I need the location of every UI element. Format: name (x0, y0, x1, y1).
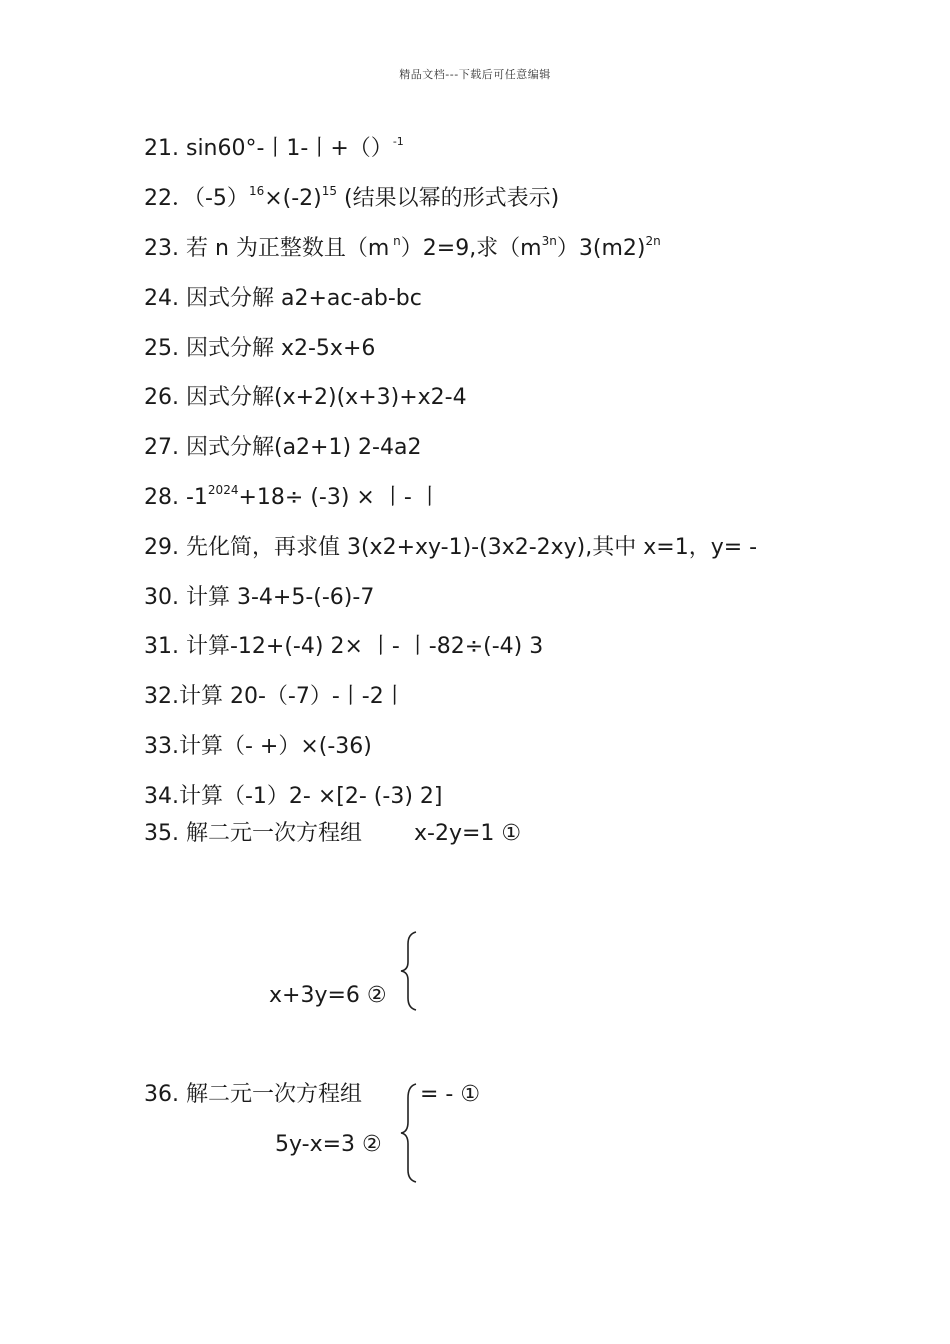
problem-24: 24. 因式分解 a2+ac-ab-bc (144, 286, 422, 311)
problem-27: 27. 因式分解(a2+1) 2-4a2 (144, 435, 422, 460)
problem-23-exponent-1: n (389, 234, 401, 248)
problem-28-exponent: 2024 (207, 483, 239, 497)
problem-32: 32.计算 20-（-7）-丨-2丨 (144, 684, 406, 709)
problem-33: 33.计算（- +）×(-36) (144, 734, 372, 759)
problem-35-equation-1: x-2y=1 ① (414, 821, 522, 846)
problem-21 (144, 134, 404, 164)
problem-23-text-c: ）3(m2) (556, 236, 646, 261)
problem-21-text: 21. sin60°-丨1-丨+（） (144, 136, 393, 161)
problem-22-text-b: ×(-2) (264, 186, 322, 211)
problem-22-exponent-1: 16 (248, 184, 265, 198)
problem-35-brace-icon (398, 930, 422, 1012)
problem-23-text-b: ）2=9,求（m (400, 236, 542, 261)
problem-22-text-c: (结果以幂的形式表示) (337, 186, 560, 211)
problem-23-exponent-3: 2n (645, 234, 661, 248)
problem-35-equation-2: x+3y=6 ② (269, 983, 387, 1008)
problem-29: 29. 先化简，再求值 3(x2+xy-1)-(3x2-2xy),其中 x=1，y= - (144, 535, 758, 560)
problem-28-text-b: +18÷ (-3) × 丨- 丨 (238, 485, 441, 510)
problem-28 (144, 483, 441, 513)
problem-25: 25. 因式分解 x2-5x+6 (144, 336, 376, 361)
problem-22-exponent-2: 15 (321, 184, 338, 198)
problem-23-text-a: 23. 若 n 为正整数且（m (144, 236, 390, 261)
page-header: 精品文档---下载后可任意编辑 (399, 68, 551, 81)
problem-34: 34.计算（-1）2- ×[2- (-3) 2] (144, 784, 443, 809)
problem-26: 26. 因式分解(x+2)(x+3)+x2-4 (144, 385, 467, 410)
problem-35-title: 35. 解二元一次方程组 (144, 821, 362, 846)
problem-36-equation-1: = - ① (420, 1082, 481, 1107)
problem-22-text-a: 22．（-5） (144, 186, 249, 211)
problem-31: 31. 计算-12+(-4) 2× 丨- 丨-82÷(-4) 3 (144, 634, 544, 659)
problem-36-title: 36. 解二元一次方程组 (144, 1082, 362, 1107)
problem-22 (144, 184, 559, 214)
problem-36-brace-icon (398, 1080, 422, 1186)
problem-36-equation-2: 5y-x=3 ② (275, 1132, 382, 1157)
problem-21-exponent: -1 (392, 135, 404, 148)
problem-23-exponent-2: 3n (541, 234, 557, 248)
problem-28-text-a: 28. -1 (144, 485, 208, 510)
problem-23 (144, 234, 661, 264)
problem-30: 30. 计算 3-4+5-(-6)-7 (144, 585, 375, 610)
